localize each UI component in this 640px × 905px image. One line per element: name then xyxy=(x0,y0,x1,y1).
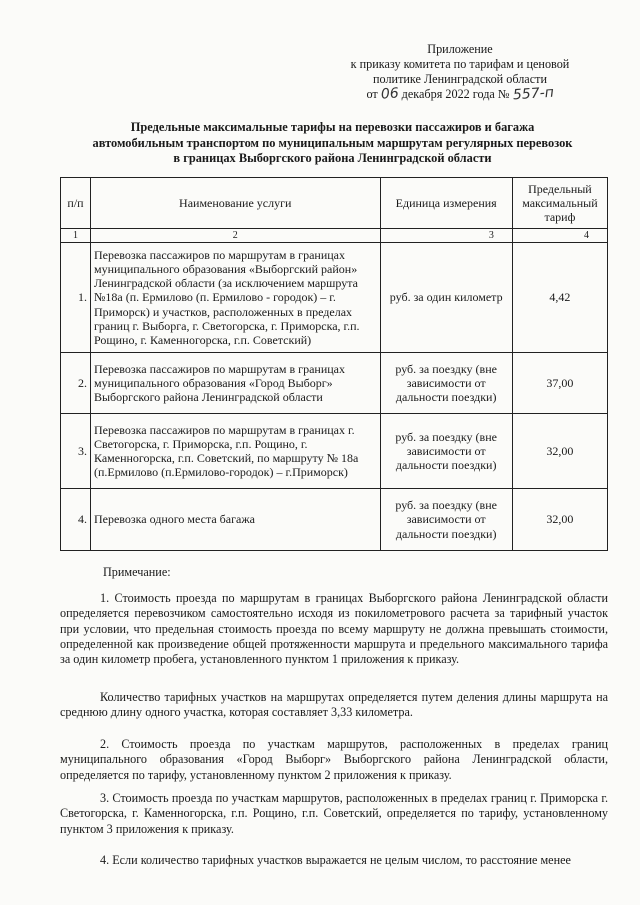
note-paragraph-3: 2. Стоимость проезда по участкам маршрутов, расположенных в пределах границ муниципального образования «Город Выборг» Выборгского района Ленинградской области, определяется по тарифу, установленному пунктом 2 приложения к приказу. xyxy=(60,737,608,782)
row-service: Перевозка пассажиров по маршрутам в границах муниципального образования «Город Выборг» Выборгского района Ленинградской области xyxy=(90,353,380,414)
annex-date-line xyxy=(330,84,590,104)
header-tariff: Предельный максимальный тариф xyxy=(512,178,607,229)
row-tariff: 32,00 xyxy=(512,414,607,489)
table-row xyxy=(61,353,608,414)
document-title xyxy=(60,120,605,167)
annex-line-1: Приложение xyxy=(427,42,493,56)
row-number: 2. xyxy=(61,353,91,414)
title-line-2: автомобильным транспортом по муниципальным маршрутам регулярных перевозок xyxy=(92,135,573,150)
table-index-row xyxy=(61,229,608,243)
row-tariff: 32,00 xyxy=(512,489,607,551)
row-number: 1. xyxy=(61,243,91,353)
note-paragraph-4: 3. Стоимость проезда по участкам маршрутов, расположенных в пределах границ г. Приморска г. Светогорска, г. Каменногорска, г.п. Рощино, г.п. Советский, определяется по тарифу, установленному пунктом 3 приложения к приказу. xyxy=(60,791,608,836)
note-paragraph-1: 1. Стоимость проезда по маршрутам в границах Выборгского района Ленинградской области определяется перевозчиком самостоятельно исходя из покилометрового расчета за тарифный участок при условии, что предельная стоимость проезда по всему маршруту не должна превышать стоимости, определенной как произведение общей протяженности маршрута и предельного максимального тарифа за один километр пробега, установленного пунктом 1 приложения к приказу. xyxy=(60,591,608,667)
header-number: п/п xyxy=(61,178,91,229)
index-cell: 1 xyxy=(61,229,91,243)
table-header-row xyxy=(61,178,608,229)
row-unit: руб. за поездку (вне зависимости от дальности поездки) xyxy=(380,414,512,489)
index-cell: 2 xyxy=(90,229,380,243)
index-cell: 4 xyxy=(512,229,607,243)
row-number: 3. xyxy=(61,414,91,489)
note-paragraph-5: 4. Если количество тарифных участков выражается не целым числом, то расстояние менее xyxy=(100,853,571,867)
note-paragraph-2: Количество тарифных участков на маршрутах определяется путем деления длины маршрута на среднюю длину одного участка, которая составляет 3,33 километра. xyxy=(60,690,608,720)
title-line-3: в границах Выборгского района Ленинградской области xyxy=(173,151,492,165)
annex-header xyxy=(330,42,590,102)
annex-date-prefix: от xyxy=(366,87,378,101)
table-row xyxy=(61,414,608,489)
index-cell: 3 xyxy=(380,229,512,243)
annex-order-number: 557-п xyxy=(512,84,554,104)
row-service: Перевозка пассажиров по маршрутам в границах муниципального образования «Выборгский район» Ленинградской области (за исключением маршрута №18а (п. Ермилово (п. Ермилово - городок) – г. Приморск) и участков, расположенных в пределах границ г. Выборга, г. Светогорска, г. Приморска, г.п. Рощино, г. Каменногорска, г.п. Советский) xyxy=(90,243,380,353)
header-unit: Единица измерения xyxy=(380,178,512,229)
tariff-table xyxy=(60,177,608,551)
annex-date-day: 06 xyxy=(380,85,400,103)
row-tariff: 4,42 xyxy=(512,243,607,353)
row-unit: руб. за поездку (вне зависимости от дальности поездки) xyxy=(380,353,512,414)
annex-line-3: политике Ленинградской области xyxy=(373,72,547,86)
row-number: 4. xyxy=(61,489,91,551)
row-unit: руб. за один километр xyxy=(380,243,512,353)
row-unit: руб. за поездку (вне зависимости от дальности поездки) xyxy=(380,489,512,551)
title-line-1: Предельные максимальные тарифы на перевозки пассажиров и багажа xyxy=(130,120,535,134)
notes-heading: Примечание: xyxy=(103,565,171,579)
row-service: Перевозка одного места багажа xyxy=(90,489,380,551)
table-row xyxy=(61,489,608,551)
annex-line-2: к приказу комитета по тарифам и ценовой xyxy=(350,57,570,71)
header-service: Наименование услуги xyxy=(90,178,380,229)
row-tariff: 37,00 xyxy=(512,353,607,414)
annex-date-rest: декабря 2022 года № xyxy=(401,87,510,101)
row-service: Перевозка пассажиров по маршрутам в границах г. Светогорска, г. Приморска, г.п. Рощино, г. Каменногорска, г.п. Советский, по маршруту № 18а (п.Ермилово (п.Ермилово-городок) – г.Приморск) xyxy=(90,414,380,489)
table-row xyxy=(61,243,608,353)
